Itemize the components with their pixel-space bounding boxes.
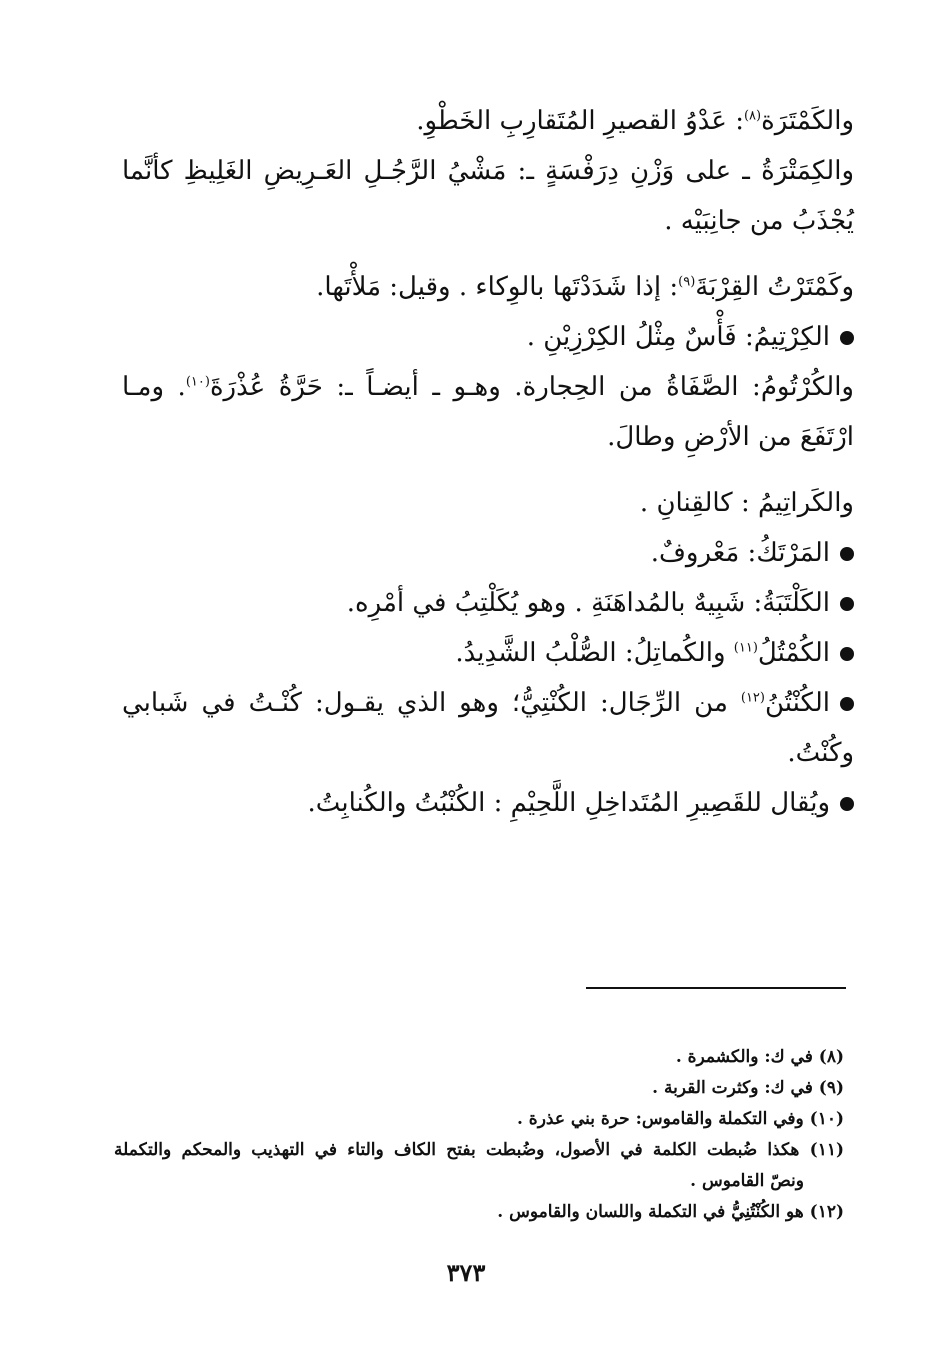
entry-line: المَرْتَكُ: مَعْروفٌ. (122, 528, 854, 578)
entry-line: وكُنْتُ. (787, 738, 854, 768)
footnote-ref: (٨) (743, 108, 762, 124)
entry-line: الكُمْتُلُ$^{(١١)}$ والكُماتِلُ: الصُّلْبُ الشَّدِيدُ. (122, 628, 854, 678)
main-text (122, 96, 854, 828)
footnote-ref: (٩) (678, 274, 696, 290)
footnote: (١١) هكذا ضُبطت الكلمة في الأصول، وضُبطت بفتح الكاف والتاء في التهذيب والمحكم والتكملة (114, 1140, 844, 1160)
bullet-icon (840, 547, 854, 561)
entry-line: الكِرْتِيمُ: فَأْسٌ مِثْلُ الكِرْزِيْنِ . (122, 312, 854, 362)
footnote: (١٢) هو الكُنْتُنِيُّ في التكملة واللسان والقاموس . (497, 1202, 844, 1222)
footnote-ref: (١٠) (185, 374, 210, 390)
bullet-icon (840, 697, 854, 711)
entry-line: الكَلْتَبَةُ: شَبِيهٌ بالمُداهَنَةِ . وهو يُكَلْتِبُ في أمْرِه. (122, 578, 854, 628)
footnote: (٩) في ك: وكثرت القربة . (652, 1078, 844, 1098)
footnote: (٨) في ك: والكشمرة . (675, 1047, 844, 1067)
footnote-separator (586, 987, 846, 989)
bullet-icon (840, 331, 854, 345)
entry-line: الكُنْتُنُ$^{(١٢)}$ من الرِّجَال: الكُنْتِيُّ؛ وهو الذي يقـول: كُنْـتُ في شَبابي (122, 678, 854, 728)
footnote-continuation: ونصّ القاموس . (690, 1171, 804, 1191)
page-number: ٣٧٣ (446, 1258, 486, 1287)
bullet-icon (840, 647, 854, 661)
entry-line: والكِمَتْرَةُ ـ على وَزْنِ دِرَفْسَةٍ ـ: مَشْيُ الرَّجُـلِ العَـرِيضِ الغَلِيظِ كأنَّما (122, 156, 854, 186)
footnote: (١٠) وفي التكملة والقاموس: حرة بني عذرة . (516, 1109, 844, 1129)
entry-line: والكَراتِيمُ : كالقِنانِ . (639, 488, 854, 518)
entry-line: يُجْذَبُ من جانِبَيْه . (664, 206, 854, 236)
bullet-icon (840, 797, 854, 811)
entry-line: والكُرْتُومُ: الصَّفَاةُ من الحِجارة. وهـو ـ أيضـاً ـ: حَرَّةُ عُذْرَةَ$^{(١٠)}$. ومـا (122, 372, 854, 402)
entry-line: والكَمْتَرَة$^{(٨)}$: عَدْوُ القصيرِ المُتَقارِبِ الخَطْوِ. (416, 106, 854, 136)
footnote-ref: (١٢) (740, 690, 765, 706)
footnotes (114, 1042, 844, 1228)
entry-line: ويُقال للقَصِيرِ المُتَداخِلِ اللَّحِيْمِ : الكُنْبُتُ والكُنابِتُ. (122, 778, 854, 828)
entry-line: ارْتَفَعَ من الأرْضِ وطالَ. (607, 422, 854, 452)
entry-line: وكَمْتَرْتُ القِرْبَةَ$^{(٩)}$: إذا شَدَدْتَها بالوِكاء . وقيل: مَلأْتَها. (316, 272, 854, 302)
footnote-ref: (١١) (733, 640, 758, 656)
bullet-icon (840, 597, 854, 611)
